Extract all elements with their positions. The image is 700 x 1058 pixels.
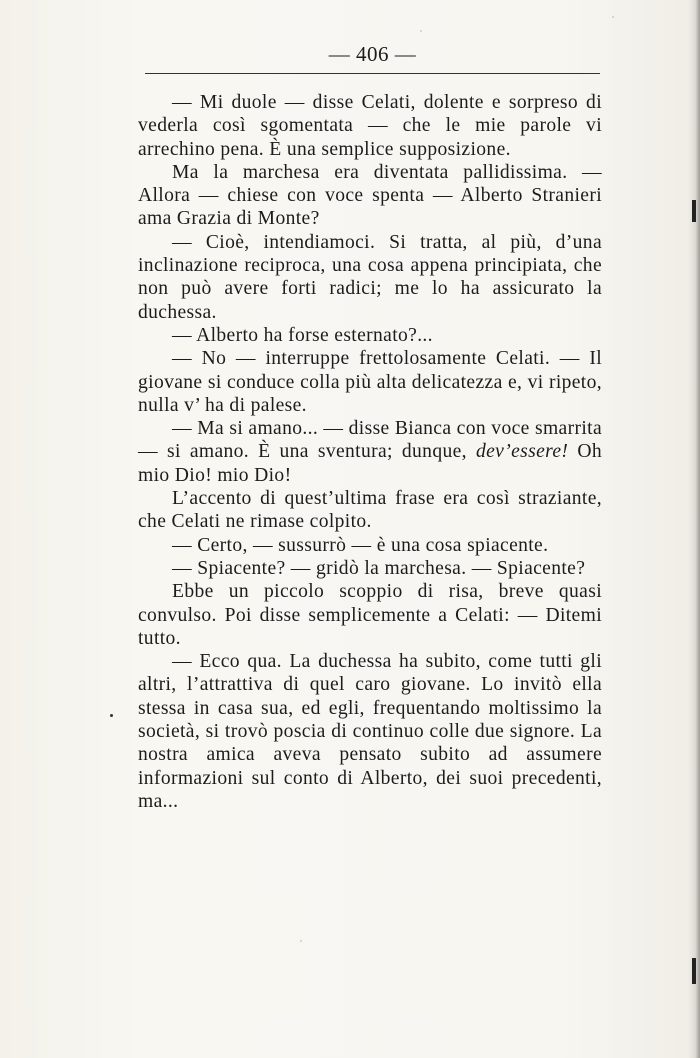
paragraph: L’accento di quest’ultima frase era così straziante, che Celati ne rimase colpito.	[138, 488, 602, 533]
body-text	[138, 91, 602, 813]
paragraph	[138, 417, 602, 487]
paragraph: — Cioè, intendiamoci. Si tratta, al più, d’una inclinazione reciproca, una cosa appena principiata, che non può avere forti radici; me lo ha assicurato la duchessa.	[138, 231, 602, 323]
paragraph: Ebbe un piccolo scoppio di risa, breve quasi convulso. Poi disse semplicemente a Celati: — Ditemi tutto.	[138, 581, 602, 649]
print-speck	[300, 940, 302, 942]
binding-mark	[692, 200, 696, 222]
paragraph: — Ecco qua. La duchessa ha subito, come tutti gli altri, l’attrattiva di quel caro giovane. Lo invitò ella stessa in casa sua, ed egli, frequentando moltissimo la società, si trovò poscia di continuo colle due signore. La nostra amica aveva pensato subito ad assumere informazioni sul conto di Alberto, dei suoi precedenti, ma...	[138, 651, 602, 812]
print-speck	[110, 714, 113, 717]
italic-emphasis: dev’essere!	[475, 441, 569, 463]
print-speck	[420, 30, 422, 32]
paragraph: Ma la marchesa era diventata pallidissima. — Allora — chiese con voce spenta — Alberto Stranieri ama Grazia di Monte?	[138, 161, 602, 230]
dialogue-text: Oh mio Dio! mio Dio!	[138, 441, 602, 486]
paragraph: — Certo, — sussurrò — è una cosa spiacente.	[172, 534, 549, 556]
page-edge-shadow	[688, 0, 700, 1058]
paragraph: — Spiacente? — gridò la marchesa. — Spiacente?	[172, 557, 586, 579]
paragraph: — No — interruppe frettolosamente Celati. — Il giovane si conduce colla più alta delicatezza e, vi ripeto, nulla v’ ha di palese.	[138, 348, 602, 416]
paragraph: — Alberto ha forse esternato?...	[172, 324, 433, 346]
paragraph: — Mi duole — disse Celati, dolente e sorpreso di vederla così sgomentata — che le mie parole vi arrechino pena. È una semplice supposizione.	[138, 92, 602, 160]
header-rule	[145, 73, 600, 74]
binding-mark	[692, 958, 696, 984]
print-speck	[612, 16, 614, 18]
dialogue-text: — Ma si amano... — disse Bianca con voce smarrita — si amano. È una sventura; dunque,	[138, 418, 602, 463]
page-number: — 406 —	[328, 42, 417, 66]
